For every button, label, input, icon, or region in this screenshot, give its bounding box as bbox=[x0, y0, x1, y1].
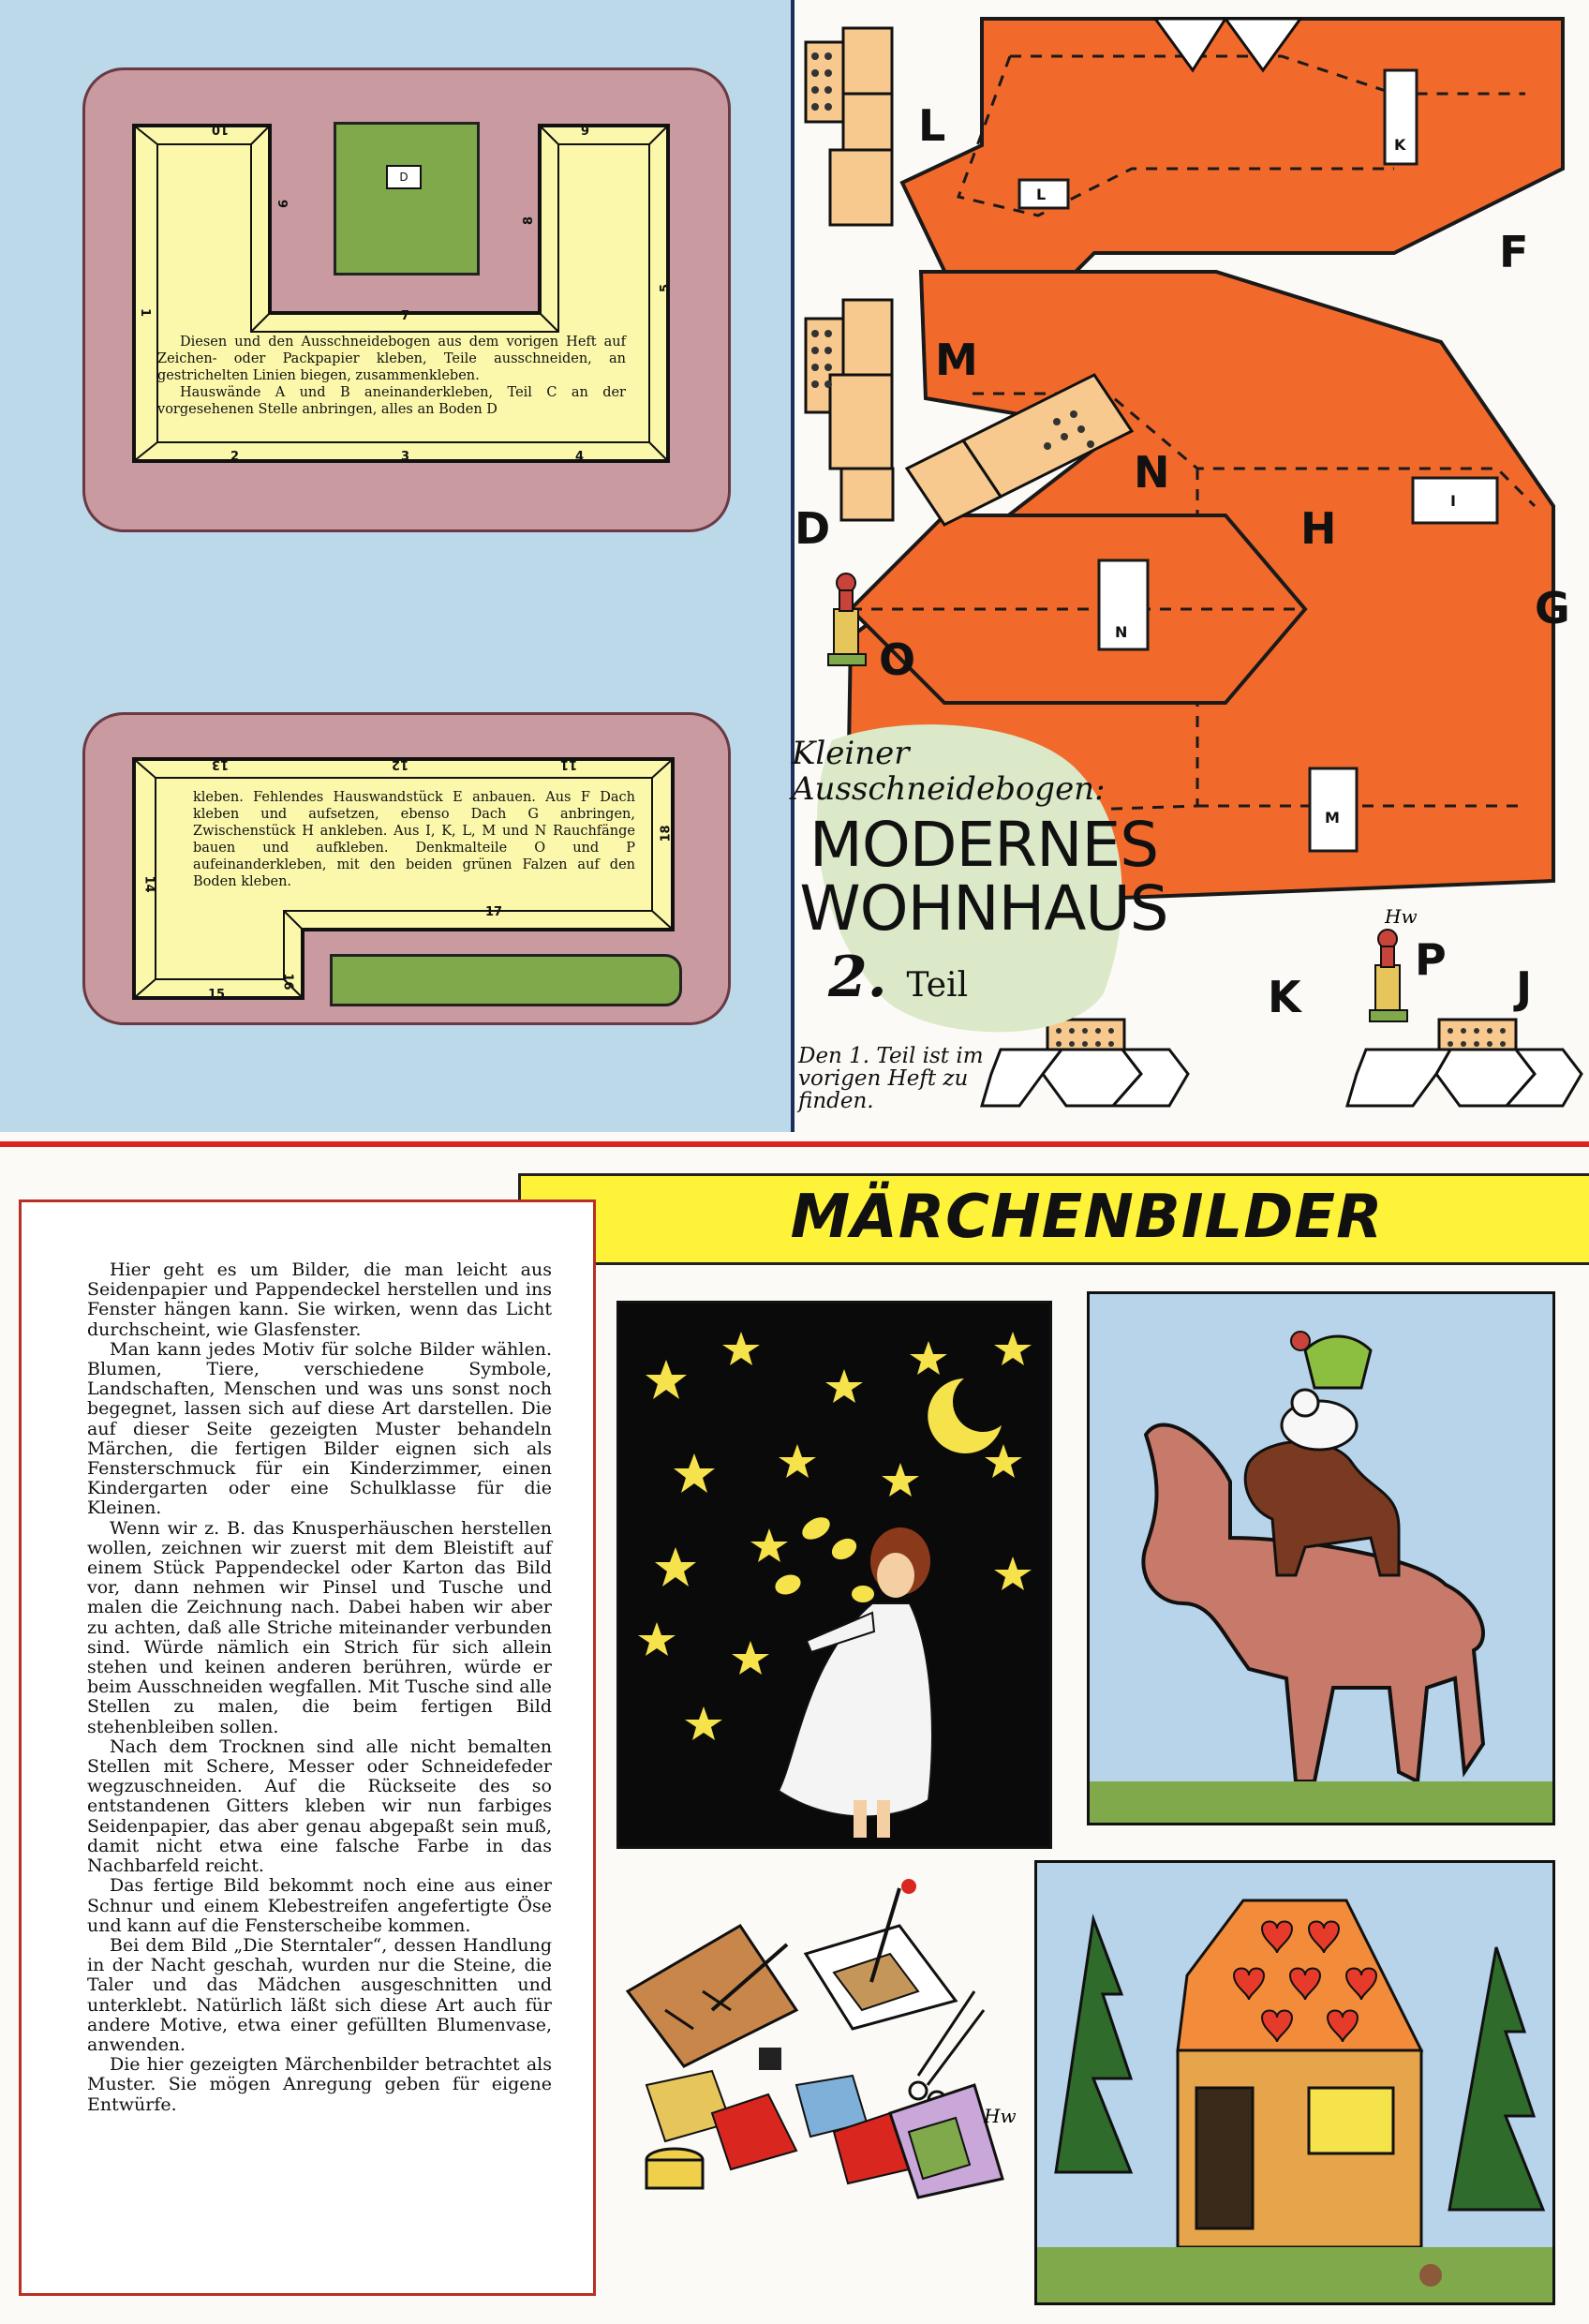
sterntaler-picture bbox=[616, 1301, 1052, 1849]
cutout-sheet bbox=[0, 0, 794, 1132]
edge-label: 12 bbox=[392, 757, 409, 771]
edge-label: 10 bbox=[212, 122, 230, 136]
signature-top: Hw bbox=[1385, 905, 1418, 928]
green-lawn-top bbox=[334, 122, 480, 276]
previous-part-note: Den 1. Teil ist im vorigen Heft zu finden. bbox=[798, 1044, 984, 1113]
chimney-net-m bbox=[806, 300, 893, 520]
instructions-bottom bbox=[193, 789, 635, 890]
edge-label: 6 bbox=[581, 122, 590, 136]
edge-label: 8 bbox=[522, 216, 537, 226]
bremen-illustration bbox=[1090, 1294, 1555, 1825]
piece-letter-l: L bbox=[918, 100, 946, 151]
edge-label: 16 bbox=[280, 973, 295, 991]
edge-label: 18 bbox=[659, 825, 674, 842]
piece-letter-k: K bbox=[1268, 972, 1301, 1022]
edge-label: 3 bbox=[401, 450, 410, 464]
part-title bbox=[828, 945, 968, 1010]
instructions-2: Hauswände A und B aneinanderkleben, Teil C an der vorgesehenen Stelle anbringen, alles an Boden D bbox=[157, 385, 626, 417]
craft-tools-illustration bbox=[609, 1870, 1040, 2207]
instructions-top bbox=[157, 334, 626, 418]
paragraph: Wenn wir z. B. das Knusperhäuschen herstellen wollen, zeichnen wir zuerst mit dem Bleistift auf einem Stück Pappendeckel oder Karton das Bild vor, dann nehmen wir Pinsel und Tusche und malen die Zeichnung nach. Dabei haben wir aber zu achten, daß alle Striche miteinander verbunden sind. Würde nämlich ein Strich für sich allein stehen und keinen anderen berühren, würde er beim Ausschneiden wegfallen. Mit Tusche sind alle Stellen zu malen, die beim fertigen Bild stehenbleiben sollen. bbox=[87, 1517, 552, 1737]
piece-letter-m: M bbox=[935, 335, 978, 385]
piece-letter-p: P bbox=[1415, 934, 1447, 985]
title-line-2: WOHNHAUS bbox=[799, 872, 1168, 945]
tab-label: M bbox=[1325, 809, 1340, 827]
edge-label: 5 bbox=[659, 283, 674, 293]
edge-label: 15 bbox=[208, 988, 226, 1002]
article-box bbox=[19, 1199, 596, 2296]
section-separator bbox=[0, 1141, 1589, 1147]
gingerbread-illustration bbox=[1037, 1863, 1555, 2305]
tab-label: I bbox=[1450, 492, 1456, 510]
signature-bottom: Hw bbox=[984, 2105, 1017, 2127]
edge-label: 1 bbox=[138, 307, 153, 318]
edge-label: 13 bbox=[212, 757, 230, 771]
part-number: 2. bbox=[828, 945, 887, 1010]
piece-letter-g: G bbox=[1535, 583, 1570, 633]
green-lawn-bottom bbox=[330, 954, 682, 1006]
paragraph: Man kann jedes Motiv für solche Bilder wählen. Blumen, Tiere, verschiedene Symbole, Landschaften, Menschen und was uns sonst noch begegnet, lassen sich auf diese Art darstellen. Die auf dieser Seite gezeigten Muster behandeln Märchen, die fertigen Bilder eignen sich als Fensterschmuck für ein Kinderzimmer, einen Kindergarten oder eine Schulklasse für die Kleinen. bbox=[87, 1338, 552, 1519]
bremen-musicians-picture bbox=[1087, 1291, 1555, 1825]
article-text bbox=[87, 1260, 552, 2115]
piece-letter-d: D bbox=[794, 503, 831, 554]
cutout-title bbox=[787, 809, 1181, 945]
paragraph: Bei dem Bild „Die Sterntaler“, dessen Handlung in der Nacht geschah, wurden nur die Steine, die Taler und das Mädchen ausgeschnitten und unterklebt. Natürlich läßt sich diese Art auch für andere Motive, etwa einer gefüllten Blumenvase, anwenden. bbox=[87, 1934, 552, 2055]
cutout-subtitle: Kleiner Ausschneidebogen: bbox=[792, 735, 1106, 808]
title-line-1: MODERNES bbox=[809, 809, 1159, 881]
chimney-net-l bbox=[806, 28, 892, 225]
edge-label: 11 bbox=[560, 757, 578, 771]
banner-title: MÄRCHENBILDER bbox=[790, 1183, 1384, 1252]
paragraph: Nach dem Trocknen sind alle nicht bemalten Stellen mit Schere, Messer oder Schneidefeder wegzuschneiden. Auf die Rückseite des so entstandenen Gitters kleben wir nun farbiges Seidenpapier, das aber genau abgepaßt sein muß, damit nicht etwa eine falsche Farbe in das Nachbarfeld reicht. bbox=[87, 1736, 552, 1877]
girl-figure bbox=[779, 1527, 932, 1838]
center-tag: D bbox=[386, 165, 422, 189]
part-word: Teil bbox=[906, 966, 969, 1005]
paragraph: Die hier gezeigten Märchenbilder betrachtet als Muster. Sie mögen Anregung geben für eigene Entwürfe. bbox=[87, 2054, 552, 2115]
paragraph: Hier geht es um Bilder, die man leicht aus Seidenpapier und Pappendeckel herstellen und ins Fenster hängen kann. Sie wirken, wenn das Licht durchscheint, wie Glasfenster. bbox=[87, 1259, 552, 1340]
gingerbread-house-picture bbox=[1034, 1860, 1555, 2305]
tab-label: K bbox=[1394, 136, 1406, 154]
piece-letter-j: J bbox=[1516, 962, 1533, 1013]
instructions-3: kleben. Fehlendes Hauswandstück E anbauen. Aus F Dach kleben und aufsetzen, ebenso Dach G anbringen, Zwischenstück H ankleben. Aus I, K, L, M und N Rauchfänge bauen und aufkleben. Denkmalteile O und P aufeinanderkleben, mit den beiden grünen Falzen auf den Boden kleben. bbox=[193, 790, 635, 889]
piece-letter-o: O bbox=[879, 634, 916, 685]
paragraph: Das fertige Bild bekommt noch eine aus einer Schnur und einem Klebestreifen angefertigte Öse und kann auf die Fensterscheibe kommen. bbox=[87, 1875, 552, 1936]
edge-label: 7 bbox=[401, 309, 410, 323]
piece-letter-f: F bbox=[1499, 227, 1529, 277]
piece-letter-n: N bbox=[1134, 447, 1170, 498]
edge-label: 2 bbox=[230, 450, 240, 464]
tab-label: L bbox=[1036, 186, 1047, 203]
edge-label: 4 bbox=[575, 450, 585, 464]
edge-label: 17 bbox=[485, 905, 503, 919]
tab-label: N bbox=[1115, 623, 1128, 641]
monument-p bbox=[1370, 930, 1407, 1021]
edge-label: 14 bbox=[141, 875, 156, 893]
piece-letter-h: H bbox=[1300, 503, 1337, 554]
sterntaler-illustration bbox=[619, 1304, 1052, 1849]
roof-piece-f bbox=[902, 19, 1563, 309]
edge-label: 9 bbox=[275, 199, 290, 209]
instructions-1: Diesen und den Ausschneidebogen aus dem vorigen Heft auf Zeichen- oder Packpapier kleben, Teile ausschneiden, an gestrichelten Linien biegen, zusammenkleben. bbox=[157, 335, 626, 383]
